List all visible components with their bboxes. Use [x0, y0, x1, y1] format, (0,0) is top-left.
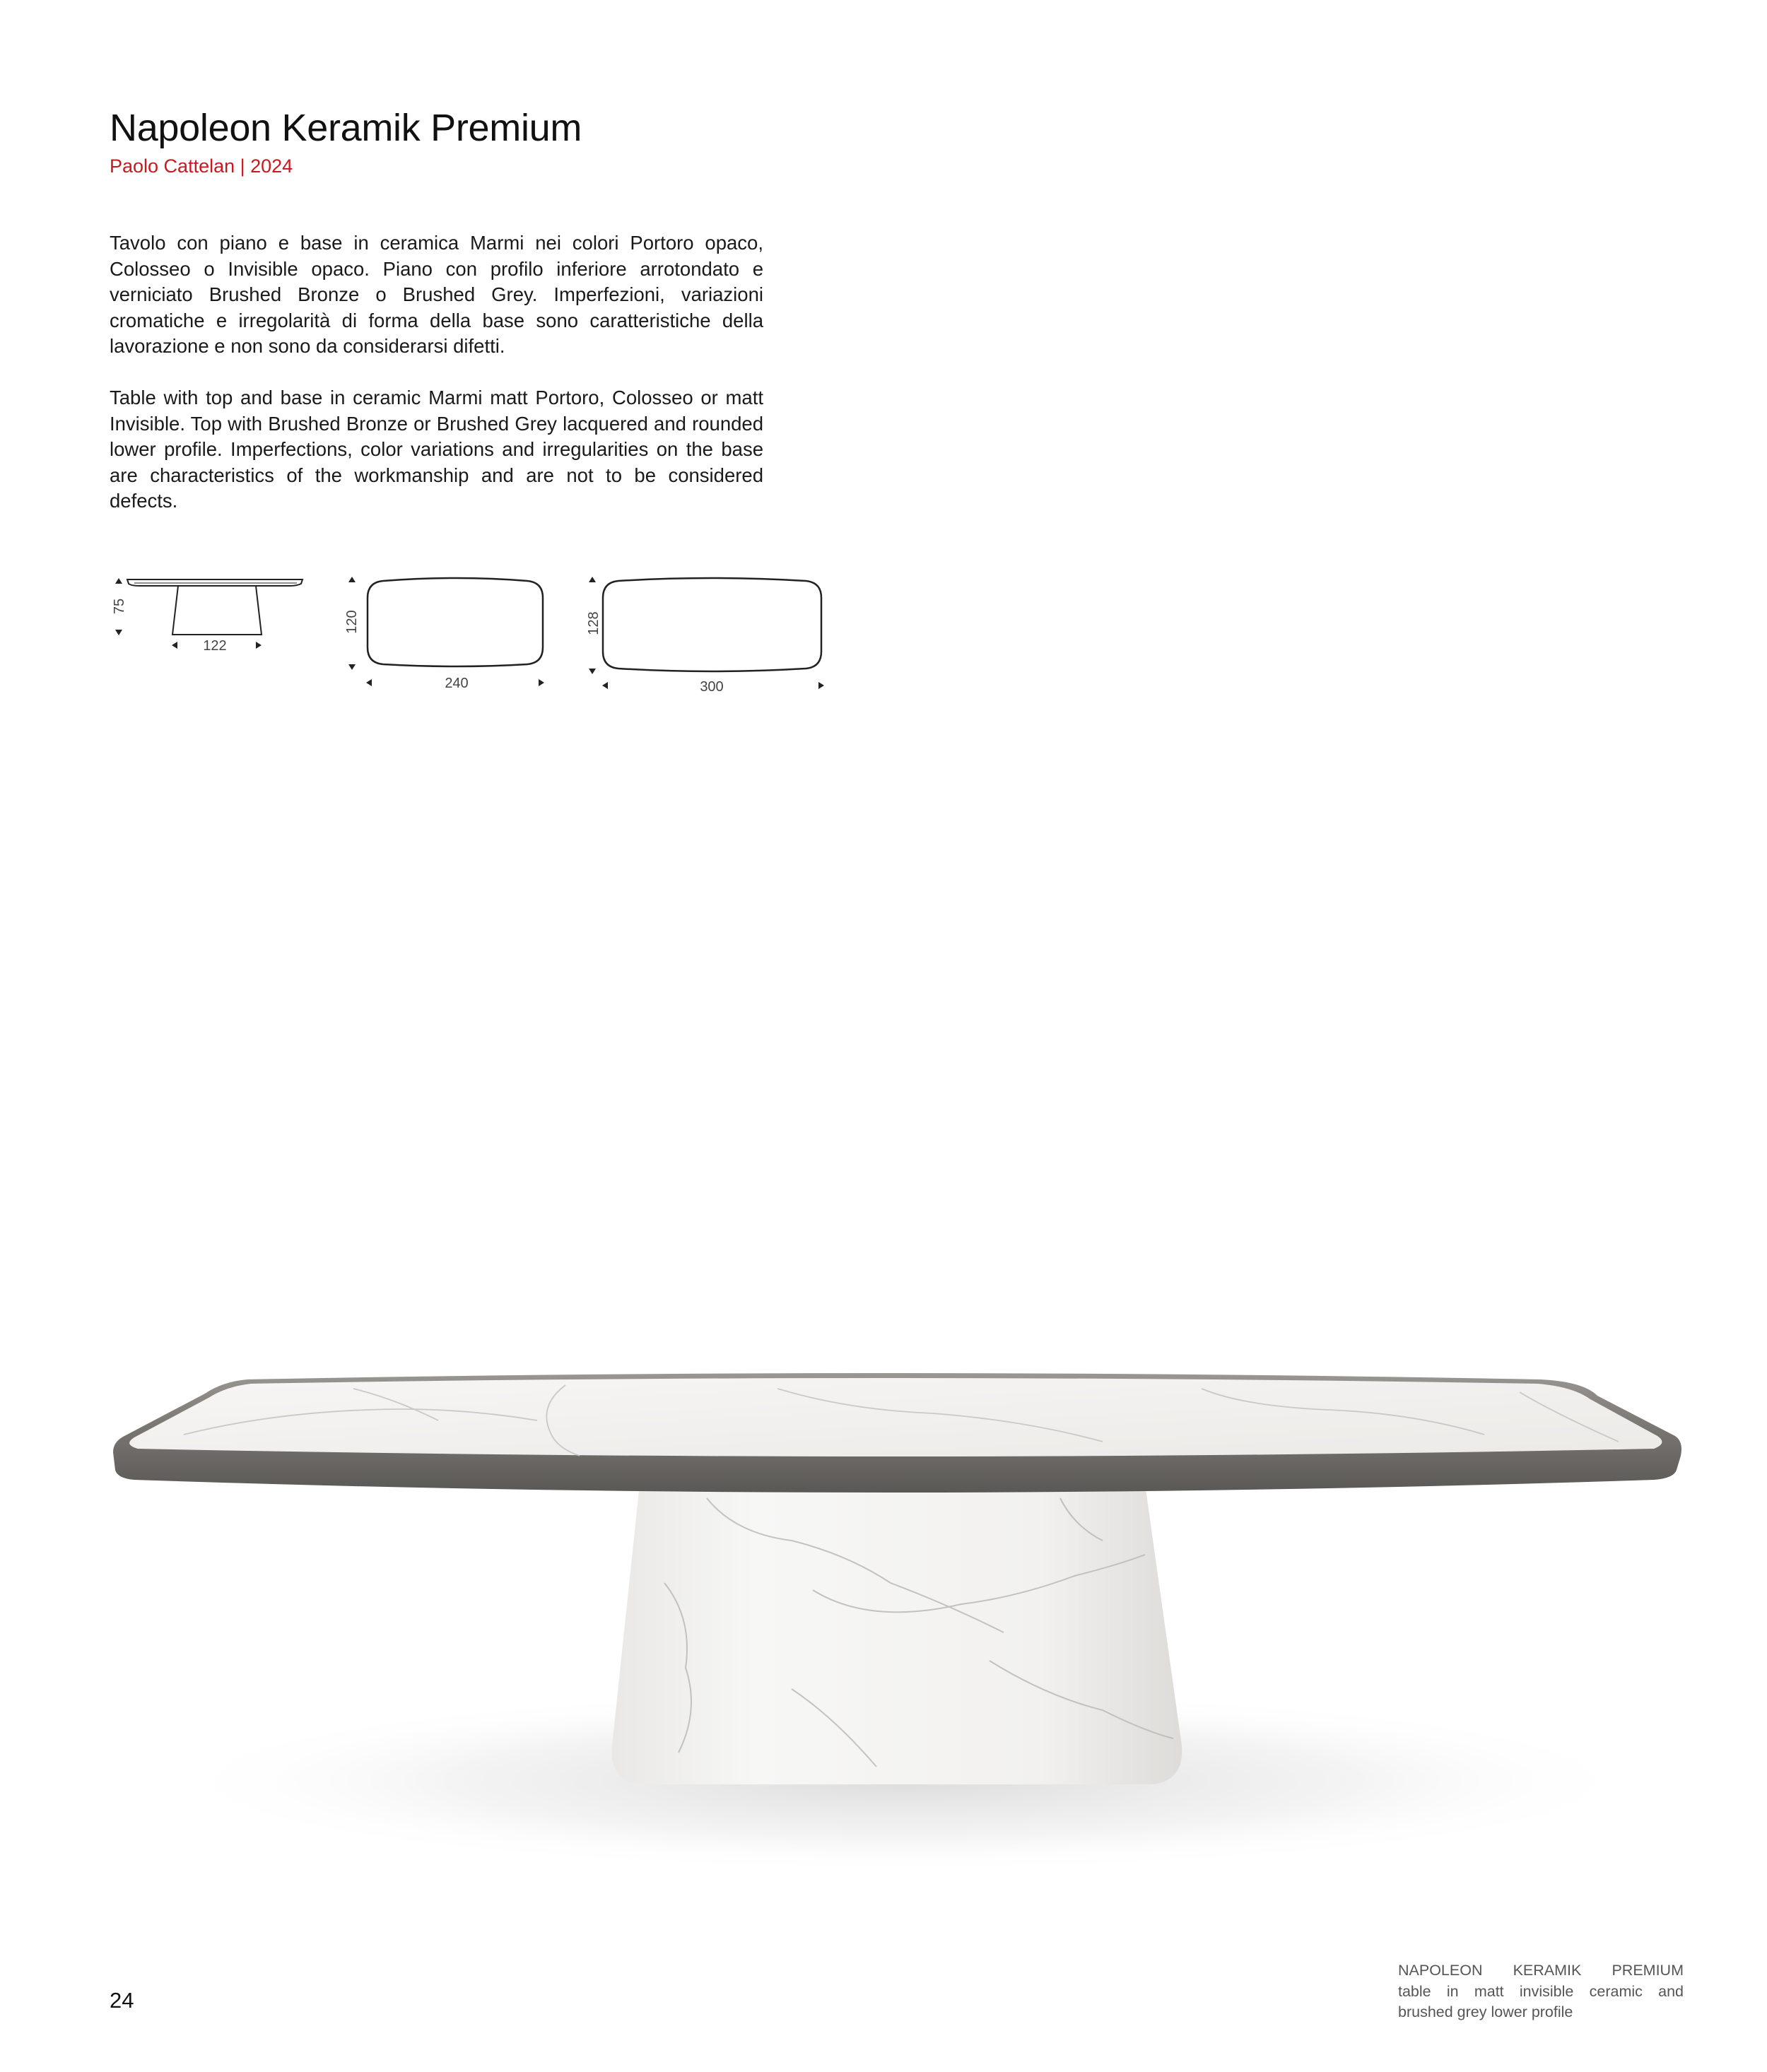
top-large-depth-label: 128 — [586, 611, 601, 635]
table-base — [612, 1484, 1182, 1784]
top-small-depth-label: 120 — [344, 610, 360, 634]
side-height-label: 75 — [112, 598, 127, 615]
top-view-small-diagram — [348, 577, 544, 686]
top-small-width-label: 240 — [445, 676, 469, 691]
designer-year: Paolo Cattelan | 2024 — [110, 155, 293, 177]
caption-line-3: brushed grey lower profile — [1398, 2003, 1573, 2020]
product-photo-table — [0, 1329, 1767, 1880]
caption-line-2: table in matt invisible ceramic and — [1398, 1982, 1684, 2000]
side-depth-label: 122 — [203, 638, 227, 654]
side-view-diagram — [115, 578, 303, 649]
product-title: Napoleon Keramik Premium — [110, 107, 582, 149]
description-english: Table with top and base in ceramic Marmi matt Portoro, Colosseo or matt Invisible. Top with Brushed Bronze or Brushed Grey lacquered and rounded lower profile. Imperfections, color variations and irregularities on the base are characteristics of the workmanship and are not to be considered defects. — [110, 387, 763, 512]
image-caption — [1398, 1960, 1684, 2023]
top-view-large-diagram — [589, 577, 824, 689]
description-italian: Tavolo con piano e base in ceramica Marmi nei colori Portoro opaco, Colosseo o Invisible opaco. Piano con profilo inferiore arrotondato e verniciato Brushed Bronze o Brushed Grey. Imperfezioni, variazioni cromatiche e irregolarità di forma della base sono caratteristiche della lavorazione e non sono da considerarsi difetti. — [110, 232, 763, 357]
page-number: 24 — [110, 1988, 134, 2013]
caption-title: NAPOLEON KERAMIK PREMIUM — [1398, 1962, 1684, 1979]
top-large-width-label: 300 — [700, 679, 724, 695]
